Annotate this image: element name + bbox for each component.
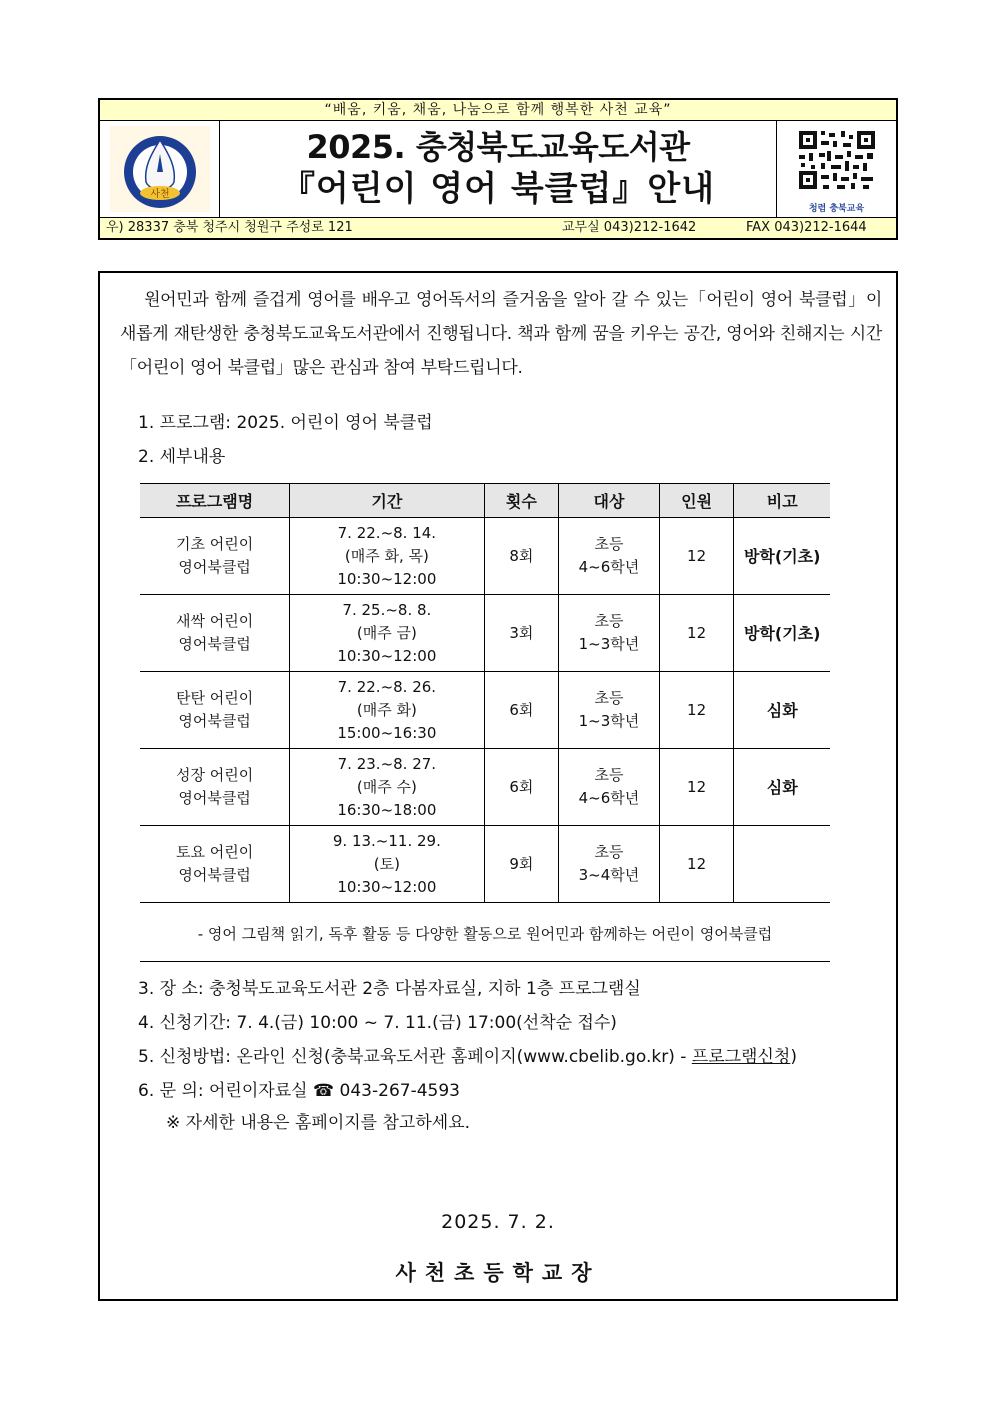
table-row	[140, 826, 830, 903]
session-count-cell: 9회	[484, 826, 559, 903]
details-item: 2. 세부내용	[138, 447, 226, 467]
period-cell	[290, 672, 484, 749]
fax-number: FAX 043)212-1644	[746, 220, 867, 235]
session-count-cell: 3회	[484, 595, 559, 672]
table-footnote: - 영어 그림책 읽기, 독후 활동 등 다양한 활동으로 원어민과 함께하는 어린이 영어북클럽	[140, 911, 830, 962]
remark-cell	[734, 826, 830, 903]
principal-signature: 사천초등학교장	[395, 1261, 601, 1285]
inquiry-phone: 043-267-4593	[339, 1081, 460, 1101]
notice-body	[98, 271, 898, 1301]
target-grade: 1~3학년	[578, 635, 640, 653]
intro-text: 원어민과 함께 즐겁게 영어를 배우고 영어독서의 즐거움을 알아 갈 수 있는「어린이 영어 북클럽」이 새롭게 재탄생한 충청북도교육도서관에서 진행됩니다. 책과 함께 꿈을 키우는 공간, 영어와 친해지는 시간「어린이 영어 북클럽」많은 관심과 참여 부탁드립니다.	[120, 290, 883, 378]
table-row	[140, 672, 830, 749]
period-days: (매주 화)	[356, 700, 417, 719]
column-header: 인원	[659, 484, 734, 518]
application-period-item: 4. 신청기간: 7. 4.(금) 10:00 ~ 7. 11.(금) 17:00(선착순 접수)	[138, 1013, 617, 1033]
period-time: 10:30~12:00	[337, 877, 437, 896]
program-name-line: 기초 어린이	[175, 535, 254, 553]
qr-code-cell	[776, 121, 896, 218]
inquiry-item	[138, 1079, 460, 1103]
program-item: 1. 프로그램: 2025. 어린이 영어 북클럽	[138, 413, 433, 433]
column-header: 프로그램명	[140, 484, 290, 518]
period-cell	[290, 595, 484, 672]
period-time: 10:30~12:00	[337, 646, 437, 665]
table-row	[140, 518, 830, 595]
phone-icon: ☎	[312, 1081, 335, 1101]
homepage-note: ※ 자세한 내용은 홈페이지를 참고하세요.	[166, 1113, 471, 1133]
issue-date: 2025. 7. 2.	[441, 1211, 555, 1233]
table-row	[140, 595, 830, 672]
period-days: (매주 수)	[356, 777, 417, 796]
period-cell	[290, 518, 484, 595]
document-title	[220, 121, 776, 218]
program-name-line: 새싹 어린이	[175, 612, 254, 630]
method-suffix: )	[790, 1047, 797, 1067]
session-count-cell: 6회	[484, 749, 559, 826]
period-cell	[290, 826, 484, 903]
qr-caption: 청렴 충북교육	[808, 204, 865, 214]
target-grade: 4~6학년	[578, 789, 640, 807]
program-name-cell	[140, 518, 290, 595]
period-time: 16:30~18:00	[337, 800, 437, 819]
column-header: 비고	[734, 484, 830, 518]
program-name-line: 영어북클럽	[178, 866, 251, 884]
column-header: 기간	[290, 484, 484, 518]
program-name-line: 성장 어린이	[175, 766, 254, 784]
program-name-cell	[140, 826, 290, 903]
session-count-cell: 6회	[484, 672, 559, 749]
period-dates: 7. 22.~8. 26.	[337, 677, 437, 696]
program-apply-link[interactable]: 프로그램신청	[691, 1047, 791, 1067]
target-level: 초등	[594, 535, 624, 553]
target-cell	[559, 749, 660, 826]
capacity-cell: 12	[659, 826, 734, 903]
inquiry-text: 6. 문 의: 어린이자료실	[138, 1081, 313, 1101]
program-name-cell	[140, 672, 290, 749]
school-address: 우) 28337 충북 청주시 청원구 주성로 121	[106, 220, 353, 235]
period-dates: 7. 23.~8. 27.	[337, 754, 437, 773]
target-grade: 1~3학년	[578, 712, 640, 730]
school-logo	[110, 126, 210, 212]
table-row	[140, 749, 830, 826]
remark-cell: 방학(기초)	[734, 595, 830, 672]
logo-text: 사천	[150, 189, 170, 200]
intro-paragraph	[120, 283, 882, 385]
capacity-cell: 12	[659, 749, 734, 826]
target-level: 초등	[594, 689, 624, 707]
program-name-cell	[140, 749, 290, 826]
target-grade: 3~4학년	[578, 866, 640, 884]
title-line-2: 『어린이 영어 북클럽』안내	[280, 169, 716, 209]
title-line-1: 2025. 충청북도교육도서관	[306, 128, 690, 166]
column-header: 횟수	[484, 484, 559, 518]
program-name-line: 토요 어린이	[175, 843, 254, 861]
session-count-cell: 8회	[484, 518, 559, 595]
letterhead-title-row	[100, 121, 896, 218]
target-cell	[559, 826, 660, 903]
target-level: 초등	[594, 766, 624, 784]
period-time: 10:30~12:00	[337, 569, 437, 588]
period-dates: 9. 13.~11. 29.	[332, 831, 441, 850]
school-slogan: “배움, 키움, 채움, 나눔으로 함께 행복한 사천 교육”	[100, 100, 896, 121]
program-name-line: 영어북클럽	[178, 558, 251, 576]
capacity-cell: 12	[659, 672, 734, 749]
table-header-row	[140, 484, 830, 518]
school-logo-cell	[100, 121, 220, 218]
period-dates: 7. 22.~8. 14.	[337, 523, 437, 542]
target-cell	[559, 672, 660, 749]
program-name-line: 영어북클럽	[178, 789, 251, 807]
remark-cell: 심화	[734, 672, 830, 749]
application-method-item	[138, 1045, 797, 1069]
qr-code-icon	[797, 129, 877, 191]
target-cell	[559, 518, 660, 595]
program-name-line: 탄탄 어린이	[175, 689, 254, 707]
target-level: 초등	[594, 612, 624, 630]
method-text: 5. 신청방법: 온라인 신청(충북교육도서관 홈페이지(www.cbelib.go.kr) -	[138, 1047, 692, 1067]
schedule-table	[140, 483, 830, 903]
capacity-cell: 12	[659, 518, 734, 595]
period-days: (토)	[373, 854, 400, 873]
column-header: 대상	[559, 484, 660, 518]
target-cell	[559, 595, 660, 672]
period-days: (매주 금)	[356, 623, 417, 642]
period-days: (매주 화, 목)	[344, 546, 429, 565]
period-cell	[290, 749, 484, 826]
target-grade: 4~6학년	[578, 558, 640, 576]
period-dates: 7. 25.~8. 8.	[342, 600, 432, 619]
period-time: 15:00~16:30	[337, 723, 437, 742]
office-phone: 교무실 043)212-1642	[562, 220, 697, 235]
remark-cell: 심화	[734, 749, 830, 826]
program-name-cell	[140, 595, 290, 672]
remark-cell: 방학(기초)	[734, 518, 830, 595]
program-name-line: 영어북클럽	[178, 712, 251, 730]
contact-bar	[100, 217, 896, 238]
target-level: 초등	[594, 843, 624, 861]
place-item: 3. 장 소: 충청북도교육도서관 2층 다봄자료실, 지하 1층 프로그램실	[138, 979, 641, 999]
capacity-cell: 12	[659, 595, 734, 672]
program-name-line: 영어북클럽	[178, 635, 251, 653]
letterhead	[98, 98, 898, 240]
